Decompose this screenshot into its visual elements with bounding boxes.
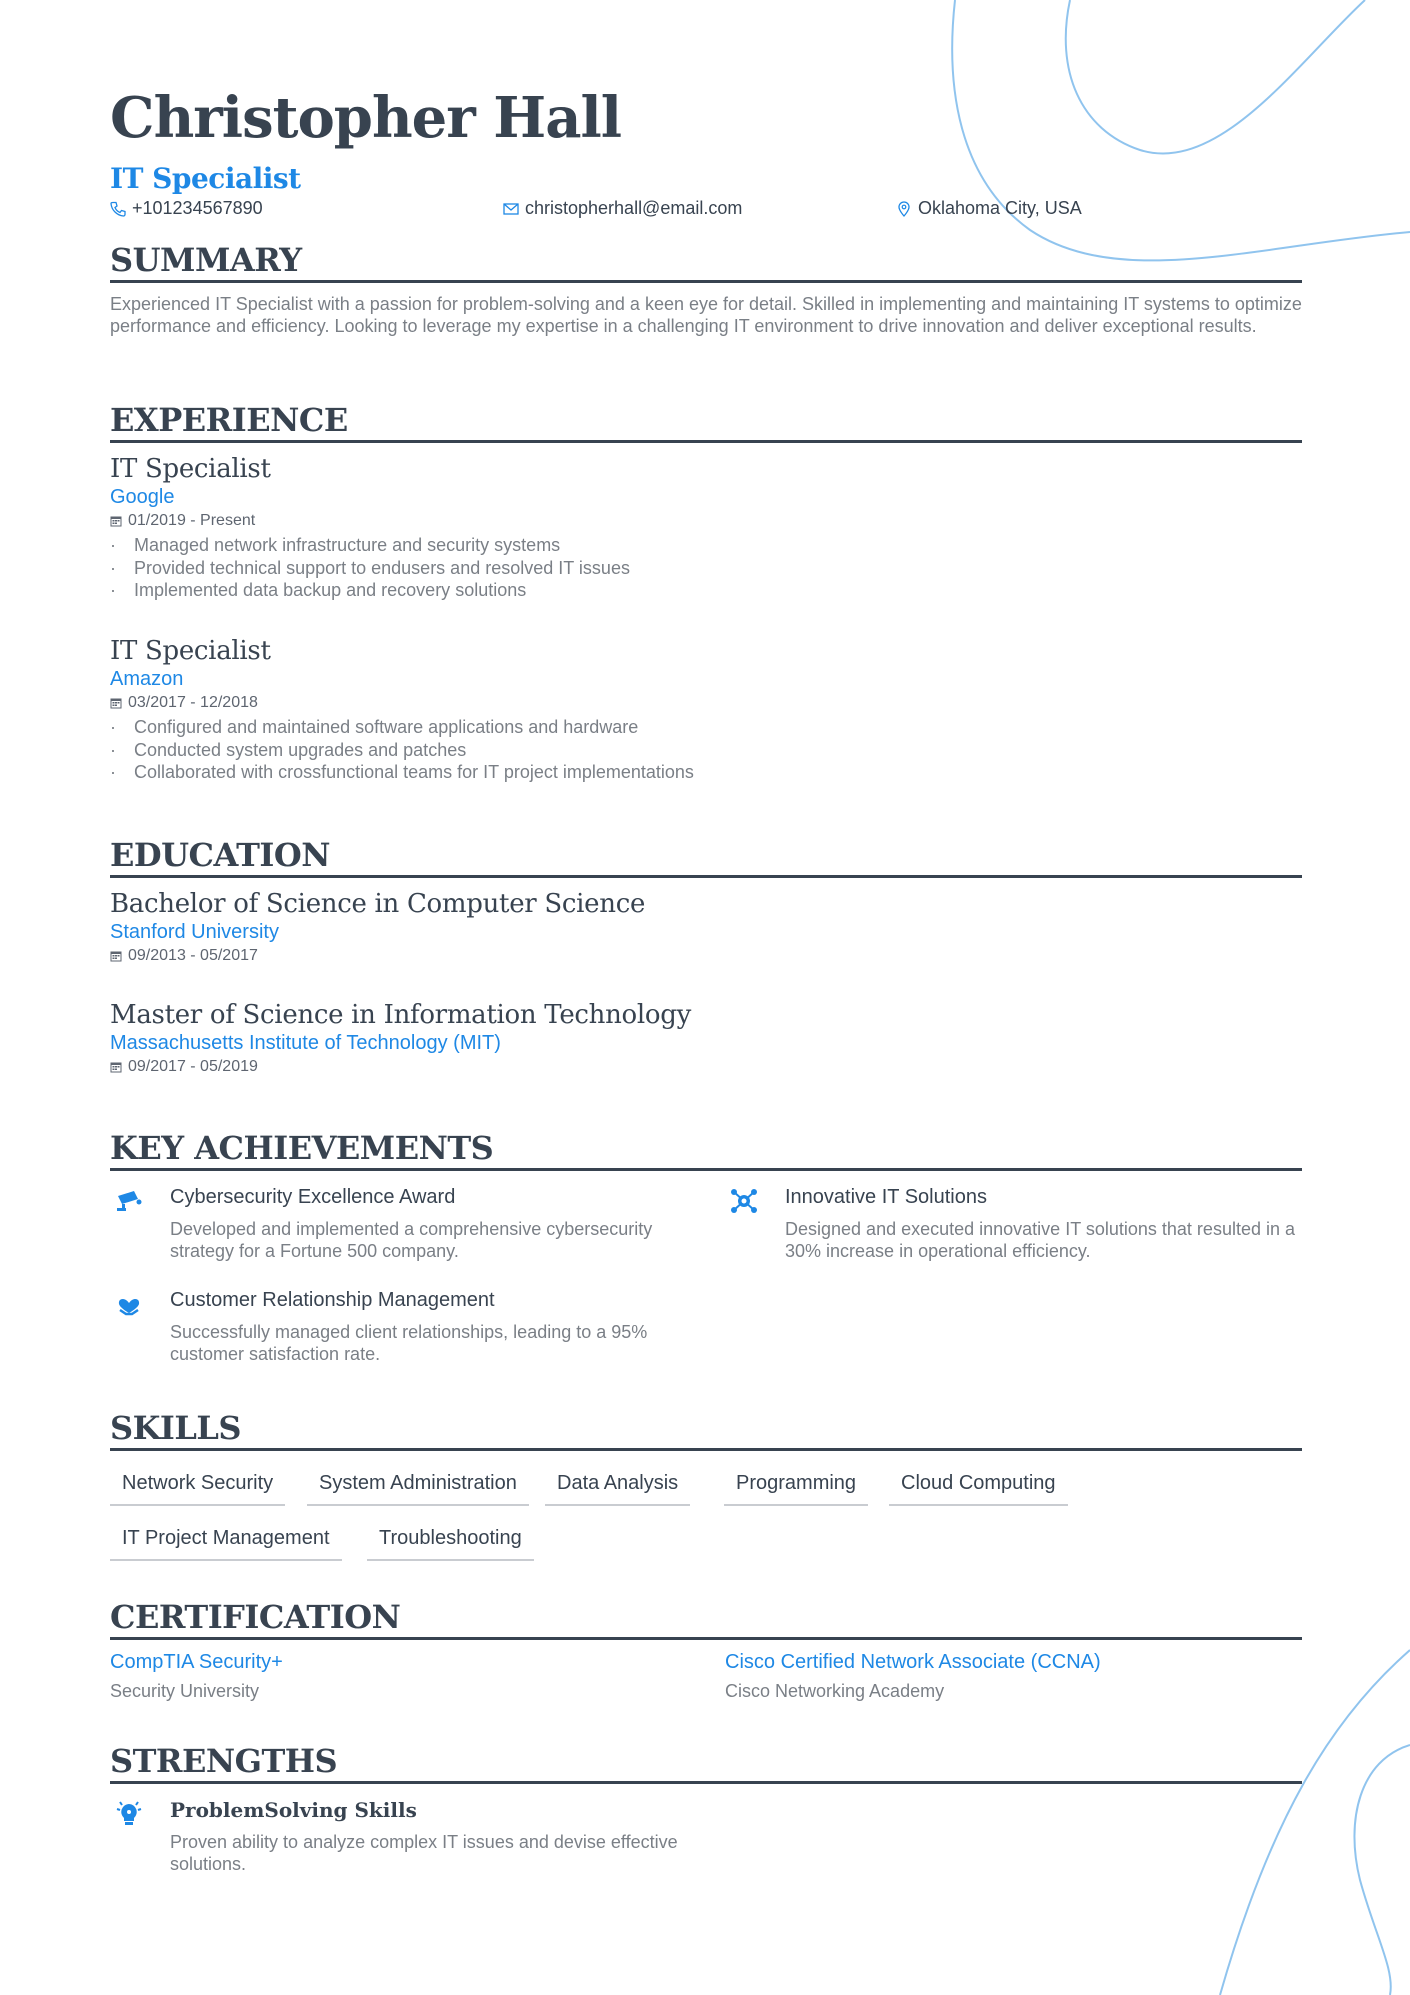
job-role: IT Specialist — [110, 636, 271, 666]
heart-handshake-icon — [114, 1289, 144, 1319]
achievements-section — [110, 1129, 1302, 1364]
job-bullet: · Configured and maintained software applications and hardware — [110, 717, 639, 737]
phone-text: +101234567890 — [132, 198, 263, 218]
education-dates: 09/2017 - 05/2019 — [110, 1056, 691, 1078]
experience-section — [110, 401, 1302, 782]
location-pin-icon — [896, 201, 912, 217]
summary-heading: SUMMARY — [110, 244, 1302, 283]
skill-tag: Troubleshooting — [367, 1525, 534, 1561]
strength-description: Proven ability to analyze complex IT issues and devise effective solutions. — [170, 1832, 678, 1874]
certification-issuer: Security University — [110, 1681, 260, 1701]
location-text: Oklahoma City, USA — [918, 198, 1082, 218]
phone-contact[interactable] — [110, 198, 263, 219]
experience-item — [110, 636, 694, 784]
security-camera-icon — [114, 1186, 144, 1216]
education-item — [110, 1000, 691, 1078]
strengths-heading: STRENGTHS — [110, 1745, 1302, 1784]
job-bullet: · Managed network infrastructure and security systems — [110, 535, 561, 555]
location-contact — [896, 198, 1082, 219]
skill-tag: Data Analysis — [545, 1470, 690, 1506]
education-item — [110, 889, 645, 967]
certification-section — [110, 1598, 1302, 1701]
job-bullet: · Implemented data backup and recovery solutions — [110, 580, 527, 600]
achievement-description: Designed and executed innovative IT solutions that resulted in a 30% increase in operational efficiency. — [785, 1219, 1295, 1261]
achievement-description: Developed and implemented a comprehensive cybersecurity strategy for a Fortune 500 company. — [170, 1219, 653, 1261]
degree: Bachelor of Science in Computer Science — [110, 889, 646, 919]
skill-tag: Programming — [724, 1470, 868, 1506]
experience-item — [110, 454, 630, 602]
school[interactable]: Stanford University — [110, 921, 279, 943]
job-company[interactable]: Amazon — [110, 668, 184, 690]
job-role: IT Specialist — [110, 454, 271, 484]
education-dates: 09/2013 - 05/2017 — [110, 945, 645, 967]
certification-issuer: Cisco Networking Academy — [725, 1681, 945, 1701]
skills-heading: SKILLS — [110, 1412, 1302, 1451]
phone-icon — [110, 201, 126, 217]
job-company[interactable]: Google — [110, 486, 175, 508]
calendar-icon — [110, 1061, 122, 1073]
strengths-section — [110, 1742, 1302, 1874]
candidate-title: IT Specialist — [110, 162, 301, 195]
school[interactable]: Massachusetts Institute of Technology (MIT) — [110, 1032, 501, 1054]
calendar-icon — [110, 697, 122, 709]
contact-row — [110, 198, 1302, 220]
achievement-description: Successfully managed client relationships, leading to a 95% customer satisfaction rate. — [170, 1322, 648, 1364]
job-bullet: · Collaborated with crossfunctional teams for IT project implementations — [110, 762, 694, 782]
skill-tag: IT Project Management — [110, 1525, 342, 1561]
certification-title[interactable]: CompTIA Security+ — [110, 1651, 283, 1673]
job-bullet: · Provided technical support to endusers and resolved IT issues — [110, 557, 630, 578]
job-dates: 01/2019 - Present — [110, 510, 630, 532]
achievement-title: Customer Relationship Management — [170, 1289, 495, 1311]
education-heading: EDUCATION — [110, 839, 1302, 878]
email-contact[interactable] — [503, 198, 742, 219]
calendar-icon — [110, 950, 122, 962]
skill-tag: Cloud Computing — [889, 1470, 1068, 1506]
certification-heading: CERTIFICATION — [110, 1601, 1302, 1640]
education-section — [110, 836, 1302, 1075]
summary-text: Experienced IT Specialist with a passion for problem-solving and a keen eye for detail. Skilled in implementing and maintaining IT systems to optimize performance and efficiency. Looking to leverage my expertise in a challenging IT environment to drive innovation and deliver exceptional results. — [110, 294, 1302, 336]
lightbulb-icon — [114, 1799, 144, 1829]
degree: Master of Science in Information Technology — [110, 1000, 692, 1030]
skill-tag: System Administration — [307, 1470, 529, 1506]
skills-section — [110, 1409, 1302, 1451]
certification-title[interactable]: Cisco Certified Network Associate (CCNA) — [725, 1651, 1101, 1673]
achievements-heading: KEY ACHIEVEMENTS — [110, 1132, 1302, 1171]
job-bullets — [110, 534, 630, 602]
job-bullets — [110, 716, 694, 784]
job-dates: 03/2017 - 12/2018 — [110, 692, 694, 714]
strength-title: ProblemSolving Skills — [170, 1798, 417, 1822]
achievement-title: Cybersecurity Excellence Award — [170, 1186, 456, 1208]
summary-section — [110, 241, 1302, 337]
network-icon — [729, 1186, 759, 1216]
calendar-icon — [110, 515, 122, 527]
envelope-icon — [503, 201, 519, 217]
achievement-title: Innovative IT Solutions — [785, 1186, 987, 1208]
experience-heading: EXPERIENCE — [110, 404, 1302, 443]
skill-tag: Network Security — [110, 1470, 285, 1506]
email-text: christopherhall@email.com — [525, 198, 743, 218]
job-bullet: · Conducted system upgrades and patches — [110, 739, 467, 760]
candidate-name: Christopher Hall — [110, 85, 622, 151]
